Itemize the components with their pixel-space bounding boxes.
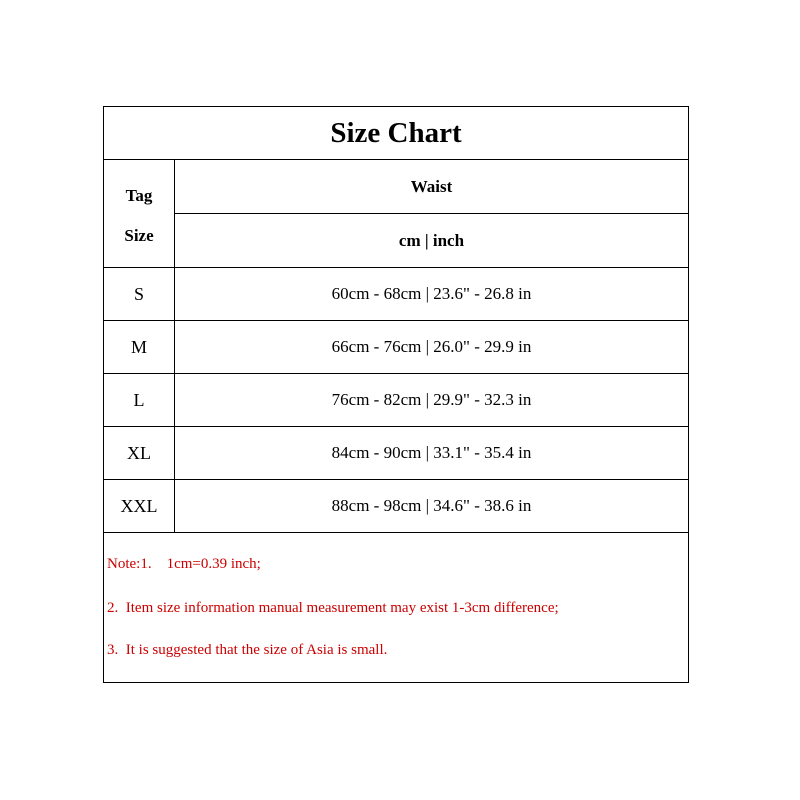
size-cell: L — [104, 374, 175, 426]
table-row — [104, 268, 688, 321]
chart-title: Size Chart — [104, 107, 688, 160]
size-cell: S — [104, 268, 175, 320]
size-cell: M — [104, 321, 175, 373]
size-chart-table — [103, 106, 689, 683]
note-line-3: 3. It is suggested that the size of Asia is small. — [107, 642, 388, 658]
note-line-2: 2. Item size information manual measurement may exist 1-3cm difference; — [107, 600, 559, 616]
size-cell: XXL — [104, 480, 175, 532]
waist-cell: 66cm - 76cm | 26.0" - 29.9 in — [331, 337, 532, 356]
table-row — [104, 427, 688, 480]
tag-header-line1: Tag — [125, 186, 153, 205]
unit-header: cm | inch — [175, 214, 688, 268]
tag-header-line2: Size — [124, 226, 154, 245]
size-cell: XL — [104, 427, 175, 479]
table-row — [104, 374, 688, 427]
waist-cell: 60cm - 68cm | 23.6" - 26.8 in — [331, 284, 532, 303]
table-row — [104, 480, 688, 533]
tag-size-header — [104, 160, 175, 268]
note-line-1: Note:1. 1cm=0.39 inch; — [107, 556, 261, 572]
waist-cell: 84cm - 90cm | 33.1" - 35.4 in — [331, 443, 532, 462]
table-row — [104, 321, 688, 374]
waist-cell: 88cm - 98cm | 34.6" - 38.6 in — [331, 496, 532, 515]
waist-cell: 76cm - 82cm | 29.9" - 32.3 in — [331, 390, 532, 409]
waist-column-header: Waist — [175, 160, 688, 214]
